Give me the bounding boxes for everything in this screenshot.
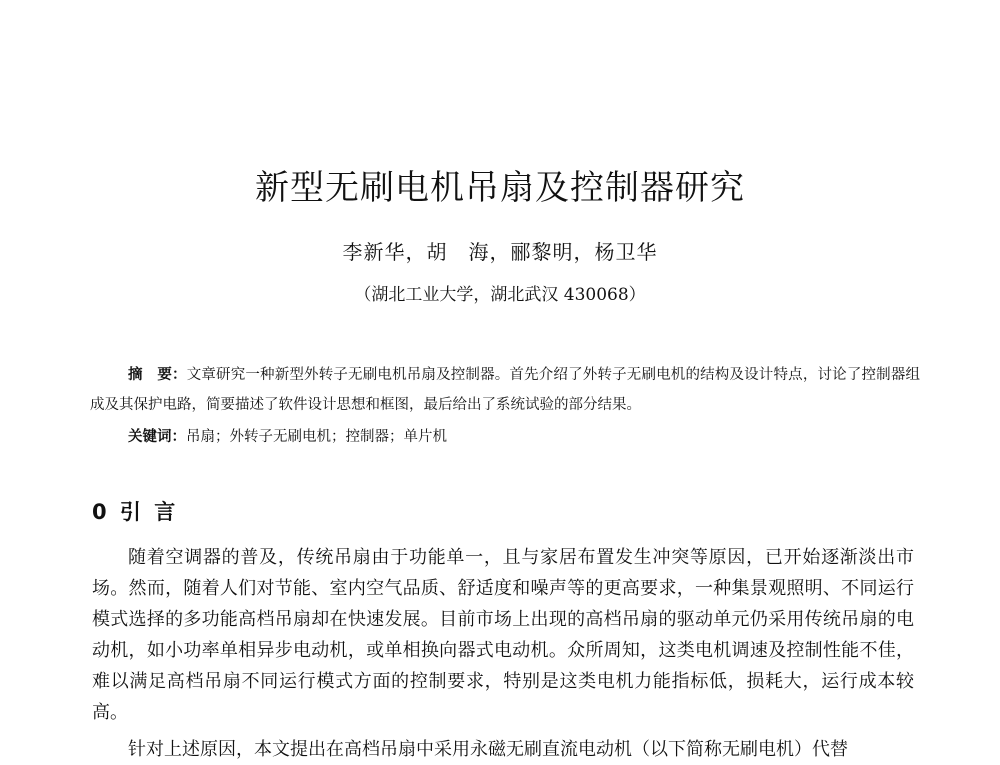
body-paragraph: 随着空调器的普及，传统吊扇由于功能单一，且与家居布置发生冲突等原因，已开始逐渐淡出市场。然而，随着人们对节能、室内空气品质、舒适度和噪声等的更高要求，一种集景观照明、不同运行模式选择的多功能高档吊扇却在快速发展。目前市场上出现的高档吊扇的驱动单元仍采用传统吊扇的电动机，如小功率单相异步电动机，或单相换向器式电动机。众所周知，这类电机调速及控制性能不佳，难以满足高档吊扇不同运行模式方面的控制要求，特别是这类电机力能指标低，损耗大，运行成本较高。 [92, 547, 914, 723]
keywords-label: 关键词： [128, 429, 186, 445]
paper-authors: 李新华，胡 海，郦黎明，杨卫华 [342, 240, 658, 264]
body-paragraph: 针对上述原因，本文提出在高档吊扇中采用永磁无刷直流电动机（以下简称无刷电机）代替 [128, 739, 848, 760]
paper-affiliation: （湖北工业大学，湖北武汉 430068） [354, 285, 646, 305]
abstract [90, 360, 920, 420]
keywords-text: 吊扇；外转子无刷电机；控制器；单片机 [186, 429, 447, 445]
keywords [128, 422, 918, 452]
paper-title: 新型无刷电机吊扇及控制器研究 [255, 168, 745, 208]
abstract-label: 摘 要： [128, 367, 187, 383]
section-heading-introduction: 0 引 言 [92, 500, 179, 524]
abstract-text: 文章研究一种新型外转子无刷电机吊扇及控制器。首先介绍了外转子无刷电机的结构及设计特点，讨论了控制器组成及其保护电路，简要描述了软件设计思想和框图，最后给出了系统试验的部分结果。 [90, 367, 921, 413]
